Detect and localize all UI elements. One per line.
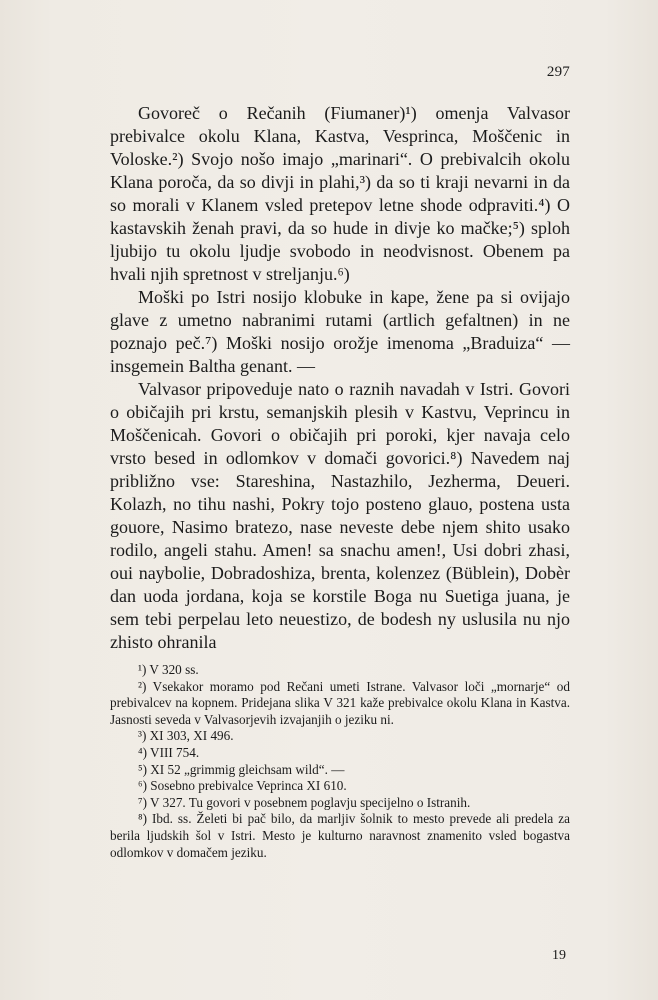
paragraph-1: Govoreč o Rečanih (Fiumaner)¹) omenja Valvasor prebivalce okolu Klana, Kastva, Vesprinca, Moščenic in Voloske.²) Svojo nošo imajo „marinari“. O prebivalcih okolu Klana poroča, da so divji in plahi,³) da so ti kraji nevarni in da so morali v Klanem vsled pretepov letne shode odpraviti.⁴) O kastavskih ženah pravi, da so hude in divje ko mačke;⁵) sploh ljubijo tu okolu ljudje svobodo in neodvisnost. Obenem pa hvali njih spretnost v streljanju.⁶) bbox=[110, 103, 570, 284]
page-number: 297 bbox=[546, 64, 570, 80]
footnote-6: ⁶) Sosebno prebivalce Veprinca XI 610. bbox=[138, 778, 347, 794]
footnotes bbox=[110, 662, 570, 861]
main-text bbox=[110, 102, 570, 654]
footnote-7: ⁷) V 327. Tu govori v posebnem poglavju specijelno o Istranih. bbox=[138, 794, 471, 810]
footnote-8: ⁸) Ibd. ss. Želeti bi pač bilo, da marljiv šolnik to mesto prevede ali predela za berila ljudskih šol v Istri. Mesto je kulturno naravnost znamenito vsled bogastva odlomkov v domačem jeziku. bbox=[110, 811, 570, 860]
footnote-5: ⁵) XI 52 „grimmig gleichsam wild“. — bbox=[138, 761, 345, 777]
paragraph-3: Valvasor pripoveduje nato o raznih navadah v Istri. Govori o običajih pri krstu, semanjskih plesih v Kastvu, Veprincu in Moščenicah. Govori o običajih pri poroki, kjer navaja celo vrsto besed in odlomkov v domači govorici.⁸) Navedem naj približno vse: Stareshina, Nastazhilo, Jezherma, Deueri. Kolazh, no tihu nashi, Pokry tojo posteno glauo, postena usta gouore, Nasimo bratezo, nase neveste debe njem shito usako rodilo, angeli stahu. Amen! sa snachu amen!, Usi dobri zhasi, oui naybolie, Dobradoshiza, brenta, kolenzez (Büblein), Dobèr dan uoda jordana, koja se korstile Boga nu Suetiga juana, je sem tebi perpelau leto neuestizo, de bodesh ny uslusila nu njo zhisto ohranila bbox=[110, 379, 570, 652]
footnote-2: ²) Vsekakor moramo pod Rečani umeti Istrane. Valvasor loči „mornarje“ od prebivalcev na kopnem. Pridejana slika V 321 kaže prebivalce okolu Klana in Kastva. Jasnosti seveda v Valvasorjevih izvajanjih o jeziku ni. bbox=[110, 678, 570, 727]
paragraph-2: Moški po Istri nosijo klobuke in kape, žene pa si ovijajo glave z umetno nabranimi rutami (artlich gefaltnen) in ne poznajo peč.⁷) Moški nosijo orožje imenoma „Braduiza“ — insgemein Baltha genant. — bbox=[110, 287, 570, 376]
signature-mark: 19 bbox=[552, 948, 566, 963]
footnote-3: ³) XI 303, XI 496. bbox=[138, 728, 234, 744]
footnote-1: ¹) V 320 ss. bbox=[138, 662, 199, 677]
footnote-4: ⁴) VIII 754. bbox=[138, 744, 200, 760]
